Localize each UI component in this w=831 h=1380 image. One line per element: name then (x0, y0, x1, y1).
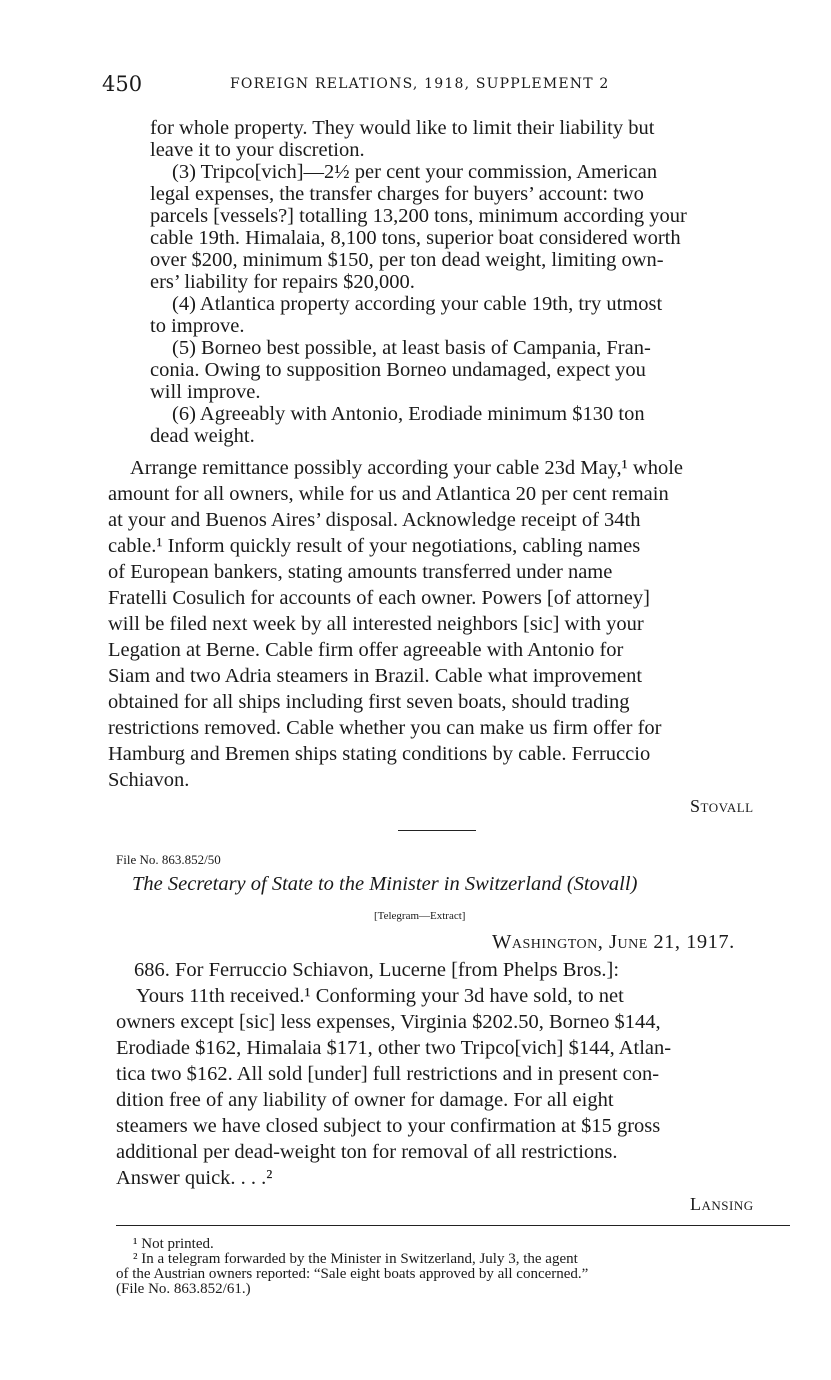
text-line: Schiavon. (108, 769, 190, 791)
text-line: Hamburg and Bremen ships stating conditions by cable. Ferruccio (108, 743, 651, 765)
text-line: over $200, minimum $150, per ton dead weight, limiting own- (150, 249, 664, 271)
text-line: tica two $162. All sold [under] full restrictions and in present con- (116, 1063, 660, 1085)
document-subtitle: [Telegram—Extract] (374, 910, 466, 922)
text-line: Siam and two Adria steamers in Brazil. Cable what improvement (108, 665, 643, 687)
signature-stovall: Stovall (690, 796, 754, 816)
text-line: will be filed next week by all interested neighbors [sic] with your (108, 613, 644, 635)
footnote-rule (116, 1225, 790, 1226)
text-line: of European bankers, stating amounts transferred under name (108, 561, 613, 583)
footnote-2-cont: of the Austrian owners reported: “Sale eight boats approved by all concerned.” (116, 1266, 589, 1282)
page-number: 450 (102, 72, 143, 96)
text-line: Answer quick. . . .² (116, 1167, 273, 1189)
signature-lansing: Lansing (690, 1194, 754, 1214)
text-line: obtained for all ships including first seven boats, should trading (108, 691, 630, 713)
text-line: legal expenses, the transfer charges for buyers’ account: two (150, 183, 644, 205)
text-line: restrictions removed. Cable whether you can make us firm offer for (108, 717, 662, 739)
footnote-2: ² In a telegram forwarded by the Minister in Switzerland, July 3, the agent (133, 1251, 578, 1267)
text-line: at your and Buenos Aires’ disposal. Acknowledge receipt of 34th (108, 509, 641, 531)
footnote-1: ¹ Not printed. (133, 1236, 214, 1252)
text-line: parcels [vessels?] totalling 13,200 tons, minimum according your (150, 205, 687, 227)
text-line: cable 19th. Himalaia, 8,100 tons, superior boat considered worth (150, 227, 681, 249)
section-divider (398, 830, 476, 831)
text-line: will improve. (150, 381, 261, 403)
footnote-2-file: (File No. 863.852/61.) (116, 1281, 251, 1297)
text-line: conia. Owing to supposition Borneo undamaged, expect you (150, 359, 646, 381)
text-line: dition free of any liability of owner for damage. For all eight (116, 1089, 614, 1111)
text-line: Legation at Berne. Cable firm offer agreeable with Antonio for (108, 639, 624, 661)
text-line: dead weight. (150, 425, 255, 447)
text-line: Yours 11th received.¹ Conforming your 3d have sold, to net (136, 985, 624, 1007)
text-line: (4) Atlantica property according your cable 19th, try utmost (172, 293, 663, 315)
text-line: additional per dead-weight ton for removal of all restrictions. (116, 1141, 618, 1163)
text-line: (6) Agreeably with Antonio, Erodiade minimum $130 ton (172, 403, 645, 425)
text-line: ers’ liability for repairs $20,000. (150, 271, 415, 293)
text-line: (3) Tripco[vich]—2½ per cent your commission, American (172, 161, 658, 183)
text-line: for whole property. They would like to limit their liability but (150, 117, 655, 139)
page-header (102, 72, 792, 102)
text-line: leave it to your discretion. (150, 139, 365, 161)
text-line: 686. For Ferruccio Schiavon, Lucerne [from Phelps Bros.]: (134, 959, 620, 981)
running-title: FOREIGN RELATIONS, 1918, SUPPLEMENT 2 (230, 76, 610, 92)
document-title: The Secretary of State to the Minister in Switzerland (Stovall) (132, 873, 638, 895)
text-line: Erodiade $162, Himalaia $171, other two Tripco[vich] $144, Atlan- (116, 1037, 672, 1059)
text-line: cable.¹ Inform quickly result of your negotiations, cabling names (108, 535, 641, 557)
text-line: steamers we have closed subject to your confirmation at $15 gross (116, 1115, 661, 1137)
dateline: Washington, June 21, 1917. (492, 931, 735, 953)
file-number: File No. 863.852/50 (116, 852, 221, 867)
text-line: Fratelli Cosulich for accounts of each owner. Powers [of attorney] (108, 587, 650, 609)
text-line: amount for all owners, while for us and Atlantica 20 per cent remain (108, 483, 669, 505)
text-line: to improve. (150, 315, 245, 337)
text-line: (5) Borneo best possible, at least basis of Campania, Fran- (172, 337, 651, 359)
text-line: owners except [sic] less expenses, Virginia $202.50, Borneo $144, (116, 1011, 661, 1033)
text-line: Arrange remittance possibly according your cable 23d May,¹ whole (130, 457, 684, 479)
